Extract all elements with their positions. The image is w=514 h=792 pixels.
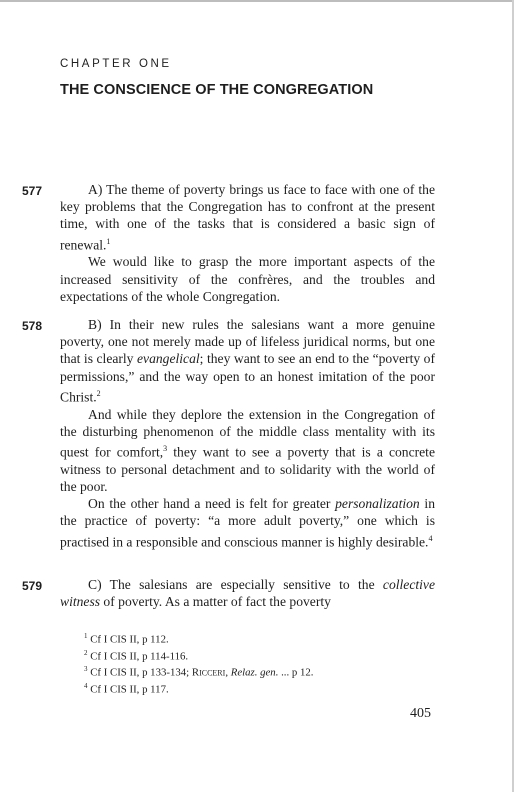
- footnote-ref: 1: [106, 236, 111, 246]
- footnote: $^3$ Cf I CIS II, p 133-134; Ricceri, Relaz. gen. ... p 12.: [84, 665, 314, 679]
- emphasis: evangelical: [137, 351, 200, 367]
- footnote-ref: 4: [428, 533, 433, 543]
- footnote-ref: 2: [96, 388, 101, 398]
- chapter-label: CHAPTER ONE: [60, 58, 172, 70]
- paragraph: A) The theme of poverty brings us face to face with one of the key problems that the Congregation has to confront at the present time, with one of the tasks that is considered a basic sign of renewal.$^1$: [60, 182, 435, 253]
- work-title: Relaz. gen.: [230, 666, 279, 679]
- paragraph: B) In their new rules the salesians want a more genuine poverty, one not merely made up of lifeless juridical norms, but one that is clearly evangelical; they want to see an end to the “poverty of permissions,” and the way open to an honest imitation of the poor Christ.$^2$: [60, 317, 435, 405]
- footnote: $^1$ Cf I CIS II, p 112.: [84, 632, 169, 646]
- chapter-title: THE CONSCIENCE OF THE CONGREGATION: [60, 82, 374, 98]
- section-579: [60, 576, 435, 610]
- paragraph-number-577: 577: [22, 184, 43, 198]
- paragraph: On the other hand a need is felt for greater personalization in the practice of poverty: “a more adult poverty,” one which is practised in a responsible and conscious manner is highly desirable.$^4$: [60, 496, 436, 550]
- paragraph: C) The salesians are especially sensitive to the collective witness of poverty. As a matter of fact the poverty: [60, 577, 435, 610]
- footnote-ref: 3: [163, 443, 168, 453]
- footnote: $^4$ Cf I CIS II, p 117.: [84, 682, 169, 696]
- emphasis: collective witness: [60, 577, 435, 610]
- author-name: Ricceri: [191, 666, 226, 679]
- emphasis: personalization: [335, 496, 420, 512]
- footnotes: [84, 630, 314, 697]
- section-578: [60, 316, 435, 550]
- paragraph-number-578: 578: [22, 319, 43, 333]
- page-top-edge: [0, 0, 514, 2]
- paragraph: And while they deplore the extension in the Congregation of the disturbing phenomenon of the middle class mentality with its quest for comfort,$^3$ they want to see a poverty that is a concrete witness to personal detachment and to solidarity with the world of the poor.: [60, 406, 435, 494]
- paragraph: We would like to grasp the more important aspects of the increased sensitivity of the confrères, and the troubles and expectations of the whole Congregation.: [60, 254, 435, 304]
- section-577: [60, 181, 435, 305]
- footnote: $^2$ Cf I CIS II, p 114-116.: [84, 648, 189, 663]
- page-number: 405: [410, 706, 431, 721]
- paragraph-number-579: 579: [22, 579, 43, 593]
